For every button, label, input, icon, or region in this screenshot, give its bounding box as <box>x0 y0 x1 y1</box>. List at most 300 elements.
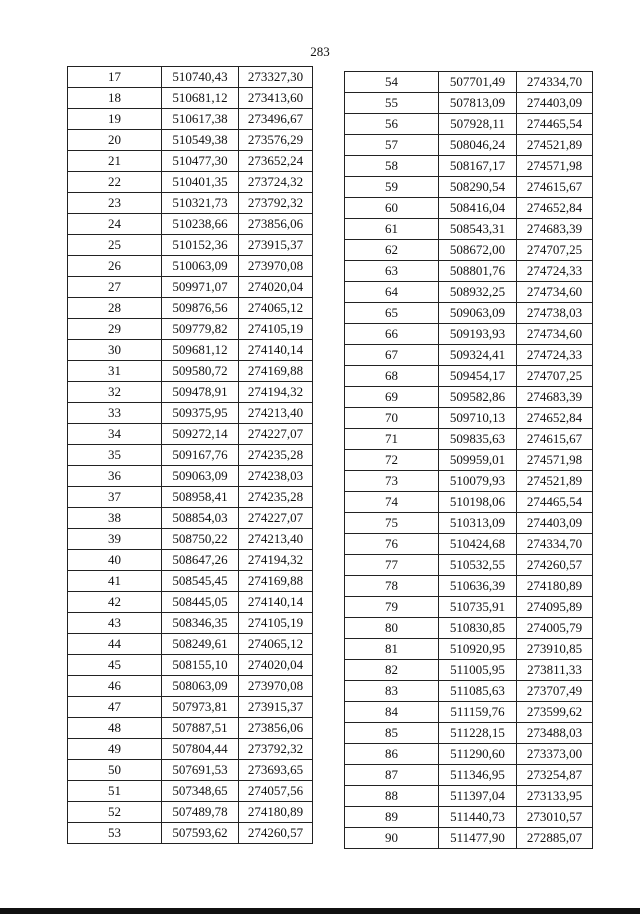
y-coordinate-cell: 274065,12 <box>239 298 313 319</box>
table-row <box>345 240 593 261</box>
point-number-cell: 37 <box>68 487 162 508</box>
x-coordinate-cell: 510681,12 <box>162 88 239 109</box>
y-coordinate-cell: 273693,65 <box>239 760 313 781</box>
x-coordinate-cell: 510920,95 <box>439 639 517 660</box>
table-row <box>345 450 593 471</box>
y-coordinate-cell: 274020,04 <box>239 277 313 298</box>
y-coordinate-cell: 274465,54 <box>517 492 593 513</box>
y-coordinate-cell: 273910,85 <box>517 639 593 660</box>
table-row <box>68 130 313 151</box>
point-number-cell: 59 <box>345 177 439 198</box>
y-coordinate-cell: 274020,04 <box>239 655 313 676</box>
table-row <box>345 72 593 93</box>
table-row <box>68 571 313 592</box>
point-number-cell: 89 <box>345 807 439 828</box>
point-number-cell: 86 <box>345 744 439 765</box>
point-number-cell: 39 <box>68 529 162 550</box>
point-number-cell: 42 <box>68 592 162 613</box>
y-coordinate-cell: 274057,56 <box>239 781 313 802</box>
point-number-cell: 72 <box>345 450 439 471</box>
point-number-cell: 60 <box>345 198 439 219</box>
x-coordinate-cell: 511005,95 <box>439 660 517 681</box>
table-row <box>68 802 313 823</box>
point-number-cell: 82 <box>345 660 439 681</box>
table-row <box>68 445 313 466</box>
point-number-cell: 44 <box>68 634 162 655</box>
table-row <box>345 261 593 282</box>
x-coordinate-cell: 509063,09 <box>439 303 517 324</box>
point-number-cell: 69 <box>345 387 439 408</box>
x-coordinate-cell: 507804,44 <box>162 739 239 760</box>
y-coordinate-cell: 274403,09 <box>517 513 593 534</box>
x-coordinate-cell: 510401,35 <box>162 172 239 193</box>
y-coordinate-cell: 273724,32 <box>239 172 313 193</box>
y-coordinate-cell: 274571,98 <box>517 450 593 471</box>
y-coordinate-cell: 274140,14 <box>239 592 313 613</box>
table-row <box>68 760 313 781</box>
y-coordinate-cell: 274652,84 <box>517 198 593 219</box>
table-row <box>345 513 593 534</box>
point-number-cell: 32 <box>68 382 162 403</box>
x-coordinate-cell: 508545,45 <box>162 571 239 592</box>
x-coordinate-cell: 510152,36 <box>162 235 239 256</box>
table-row <box>345 408 593 429</box>
x-coordinate-cell: 509582,86 <box>439 387 517 408</box>
x-coordinate-cell: 508046,24 <box>439 135 517 156</box>
x-coordinate-cell: 510549,38 <box>162 130 239 151</box>
x-coordinate-cell: 508543,31 <box>439 219 517 240</box>
point-number-cell: 45 <box>68 655 162 676</box>
y-coordinate-cell: 273856,06 <box>239 214 313 235</box>
y-coordinate-cell: 274707,25 <box>517 240 593 261</box>
table-row <box>68 172 313 193</box>
table-row <box>345 723 593 744</box>
y-coordinate-cell: 273599,62 <box>517 702 593 723</box>
point-number-cell: 73 <box>345 471 439 492</box>
y-coordinate-cell: 273707,49 <box>517 681 593 702</box>
x-coordinate-cell: 509779,82 <box>162 319 239 340</box>
table-row <box>345 219 593 240</box>
x-coordinate-cell: 509454,17 <box>439 366 517 387</box>
x-coordinate-cell: 507691,53 <box>162 760 239 781</box>
point-number-cell: 75 <box>345 513 439 534</box>
table-row <box>345 93 593 114</box>
point-number-cell: 52 <box>68 802 162 823</box>
point-number-cell: 77 <box>345 555 439 576</box>
y-coordinate-cell: 273327,30 <box>239 67 313 88</box>
point-number-cell: 26 <box>68 256 162 277</box>
point-number-cell: 20 <box>68 130 162 151</box>
table-row <box>68 235 313 256</box>
y-coordinate-cell: 274260,57 <box>517 555 593 576</box>
table-row <box>68 508 313 529</box>
x-coordinate-cell: 509167,76 <box>162 445 239 466</box>
x-coordinate-cell: 509063,09 <box>162 466 239 487</box>
y-coordinate-cell: 274140,14 <box>239 340 313 361</box>
y-coordinate-cell: 274683,39 <box>517 219 593 240</box>
point-number-cell: 49 <box>68 739 162 760</box>
y-coordinate-cell: 273413,60 <box>239 88 313 109</box>
table-row <box>68 739 313 760</box>
table-row <box>68 823 313 844</box>
table-row <box>68 88 313 109</box>
point-number-cell: 27 <box>68 277 162 298</box>
x-coordinate-cell: 511085,63 <box>439 681 517 702</box>
y-coordinate-cell: 273792,32 <box>239 193 313 214</box>
table-row <box>68 403 313 424</box>
point-number-cell: 85 <box>345 723 439 744</box>
x-coordinate-cell: 510238,66 <box>162 214 239 235</box>
point-number-cell: 79 <box>345 597 439 618</box>
y-coordinate-cell: 273970,08 <box>239 256 313 277</box>
x-coordinate-cell: 508167,17 <box>439 156 517 177</box>
point-number-cell: 33 <box>68 403 162 424</box>
y-coordinate-cell: 274724,33 <box>517 345 593 366</box>
y-coordinate-cell: 274652,84 <box>517 408 593 429</box>
x-coordinate-cell: 510740,43 <box>162 67 239 88</box>
x-coordinate-cell: 508063,09 <box>162 676 239 697</box>
point-number-cell: 50 <box>68 760 162 781</box>
x-coordinate-cell: 507887,51 <box>162 718 239 739</box>
y-coordinate-cell: 273373,00 <box>517 744 593 765</box>
table-row <box>68 319 313 340</box>
x-coordinate-cell: 510636,39 <box>439 576 517 597</box>
table-row <box>345 282 593 303</box>
point-number-cell: 34 <box>68 424 162 445</box>
table-row <box>345 639 593 660</box>
x-coordinate-cell: 509681,12 <box>162 340 239 361</box>
table-row <box>68 697 313 718</box>
y-coordinate-cell: 274334,70 <box>517 534 593 555</box>
table-row <box>68 655 313 676</box>
x-coordinate-cell: 508346,35 <box>162 613 239 634</box>
x-coordinate-cell: 510424,68 <box>439 534 517 555</box>
x-coordinate-cell: 511397,04 <box>439 786 517 807</box>
point-number-cell: 87 <box>345 765 439 786</box>
table-row <box>68 298 313 319</box>
table-row <box>345 555 593 576</box>
point-number-cell: 22 <box>68 172 162 193</box>
point-number-cell: 55 <box>345 93 439 114</box>
x-coordinate-cell: 511477,90 <box>439 828 517 849</box>
x-coordinate-cell: 508249,61 <box>162 634 239 655</box>
y-coordinate-cell: 273856,06 <box>239 718 313 739</box>
table-row <box>345 828 593 849</box>
x-coordinate-cell: 509324,41 <box>439 345 517 366</box>
y-coordinate-cell: 274169,88 <box>239 571 313 592</box>
x-coordinate-cell: 507489,78 <box>162 802 239 823</box>
coordinates-table-right <box>344 71 593 849</box>
table-row <box>68 424 313 445</box>
point-number-cell: 57 <box>345 135 439 156</box>
table-row <box>345 765 593 786</box>
table-row <box>68 151 313 172</box>
point-number-cell: 18 <box>68 88 162 109</box>
x-coordinate-cell: 510063,09 <box>162 256 239 277</box>
table-row <box>345 618 593 639</box>
point-number-cell: 58 <box>345 156 439 177</box>
table-row <box>345 471 593 492</box>
page-number: 283 <box>310 44 330 59</box>
x-coordinate-cell: 510079,93 <box>439 471 517 492</box>
x-coordinate-cell: 510532,55 <box>439 555 517 576</box>
table-row <box>345 660 593 681</box>
table-row <box>68 550 313 571</box>
coordinates-table-left <box>67 66 313 844</box>
y-coordinate-cell: 274521,89 <box>517 471 593 492</box>
x-coordinate-cell: 509971,07 <box>162 277 239 298</box>
y-coordinate-cell: 274615,67 <box>517 429 593 450</box>
point-number-cell: 19 <box>68 109 162 130</box>
table-row <box>345 366 593 387</box>
y-coordinate-cell: 274683,39 <box>517 387 593 408</box>
point-number-cell: 40 <box>68 550 162 571</box>
x-coordinate-cell: 508750,22 <box>162 529 239 550</box>
point-number-cell: 35 <box>68 445 162 466</box>
point-number-cell: 23 <box>68 193 162 214</box>
point-number-cell: 54 <box>345 72 439 93</box>
table-row <box>345 807 593 828</box>
y-coordinate-cell: 273010,57 <box>517 807 593 828</box>
table-row <box>68 718 313 739</box>
x-coordinate-cell: 510321,73 <box>162 193 239 214</box>
x-coordinate-cell: 510617,38 <box>162 109 239 130</box>
table-row <box>345 702 593 723</box>
point-number-cell: 30 <box>68 340 162 361</box>
table-row <box>68 613 313 634</box>
x-coordinate-cell: 509272,14 <box>162 424 239 445</box>
table-row <box>345 303 593 324</box>
x-coordinate-cell: 509478,91 <box>162 382 239 403</box>
x-coordinate-cell: 511159,76 <box>439 702 517 723</box>
point-number-cell: 83 <box>345 681 439 702</box>
point-number-cell: 31 <box>68 361 162 382</box>
table-row <box>345 576 593 597</box>
table-row <box>68 109 313 130</box>
point-number-cell: 28 <box>68 298 162 319</box>
x-coordinate-cell: 511440,73 <box>439 807 517 828</box>
y-coordinate-cell: 274169,88 <box>239 361 313 382</box>
point-number-cell: 25 <box>68 235 162 256</box>
x-coordinate-cell: 510313,09 <box>439 513 517 534</box>
y-coordinate-cell: 273652,24 <box>239 151 313 172</box>
table-row <box>345 387 593 408</box>
x-coordinate-cell: 507928,11 <box>439 114 517 135</box>
y-coordinate-cell: 274615,67 <box>517 177 593 198</box>
x-coordinate-cell: 508958,41 <box>162 487 239 508</box>
point-number-cell: 17 <box>68 67 162 88</box>
x-coordinate-cell: 508445,05 <box>162 592 239 613</box>
table-row <box>68 487 313 508</box>
scan-bottom-edge <box>0 908 640 914</box>
table-row <box>68 340 313 361</box>
x-coordinate-cell: 510477,30 <box>162 151 239 172</box>
point-number-cell: 63 <box>345 261 439 282</box>
y-coordinate-cell: 273576,29 <box>239 130 313 151</box>
table-row <box>68 382 313 403</box>
point-number-cell: 56 <box>345 114 439 135</box>
point-number-cell: 67 <box>345 345 439 366</box>
x-coordinate-cell: 508932,25 <box>439 282 517 303</box>
point-number-cell: 24 <box>68 214 162 235</box>
y-coordinate-cell: 274238,03 <box>239 466 313 487</box>
table-row <box>68 256 313 277</box>
y-coordinate-cell: 274213,40 <box>239 403 313 424</box>
x-coordinate-cell: 507701,49 <box>439 72 517 93</box>
point-number-cell: 61 <box>345 219 439 240</box>
table-row <box>345 786 593 807</box>
x-coordinate-cell: 511346,95 <box>439 765 517 786</box>
y-coordinate-cell: 274194,32 <box>239 550 313 571</box>
x-coordinate-cell: 509375,95 <box>162 403 239 424</box>
y-coordinate-cell: 274105,19 <box>239 613 313 634</box>
y-coordinate-cell: 274227,07 <box>239 424 313 445</box>
table-row <box>68 67 313 88</box>
y-coordinate-cell: 273133,95 <box>517 786 593 807</box>
y-coordinate-cell: 273254,87 <box>517 765 593 786</box>
y-coordinate-cell: 274707,25 <box>517 366 593 387</box>
table-row <box>345 135 593 156</box>
x-coordinate-cell: 507348,65 <box>162 781 239 802</box>
table-row <box>345 534 593 555</box>
y-coordinate-cell: 272885,07 <box>517 828 593 849</box>
point-number-cell: 66 <box>345 324 439 345</box>
table-row <box>68 781 313 802</box>
point-number-cell: 68 <box>345 366 439 387</box>
y-coordinate-cell: 274734,60 <box>517 324 593 345</box>
point-number-cell: 36 <box>68 466 162 487</box>
point-number-cell: 78 <box>345 576 439 597</box>
x-coordinate-cell: 510830,85 <box>439 618 517 639</box>
point-number-cell: 76 <box>345 534 439 555</box>
y-coordinate-cell: 274724,33 <box>517 261 593 282</box>
y-coordinate-cell: 274403,09 <box>517 93 593 114</box>
y-coordinate-cell: 273792,32 <box>239 739 313 760</box>
table-row <box>345 744 593 765</box>
point-number-cell: 70 <box>345 408 439 429</box>
point-number-cell: 84 <box>345 702 439 723</box>
y-coordinate-cell: 274738,03 <box>517 303 593 324</box>
table-row <box>345 114 593 135</box>
x-coordinate-cell: 507973,81 <box>162 697 239 718</box>
point-number-cell: 74 <box>345 492 439 513</box>
table-row <box>345 492 593 513</box>
point-number-cell: 46 <box>68 676 162 697</box>
x-coordinate-cell: 509710,13 <box>439 408 517 429</box>
y-coordinate-cell: 274180,89 <box>239 802 313 823</box>
x-coordinate-cell: 508801,76 <box>439 261 517 282</box>
point-number-cell: 41 <box>68 571 162 592</box>
x-coordinate-cell: 507813,09 <box>439 93 517 114</box>
y-coordinate-cell: 274180,89 <box>517 576 593 597</box>
point-number-cell: 81 <box>345 639 439 660</box>
table-row <box>68 592 313 613</box>
y-coordinate-cell: 274571,98 <box>517 156 593 177</box>
y-coordinate-cell: 273811,33 <box>517 660 593 681</box>
table-row <box>68 361 313 382</box>
table-row <box>68 277 313 298</box>
x-coordinate-cell: 507593,62 <box>162 823 239 844</box>
y-coordinate-cell: 274095,89 <box>517 597 593 618</box>
point-number-cell: 38 <box>68 508 162 529</box>
y-coordinate-cell: 273915,37 <box>239 235 313 256</box>
x-coordinate-cell: 510735,91 <box>439 597 517 618</box>
point-number-cell: 29 <box>68 319 162 340</box>
table-row <box>345 345 593 366</box>
y-coordinate-cell: 274465,54 <box>517 114 593 135</box>
y-coordinate-cell: 274260,57 <box>239 823 313 844</box>
point-number-cell: 65 <box>345 303 439 324</box>
y-coordinate-cell: 273915,37 <box>239 697 313 718</box>
x-coordinate-cell: 511228,15 <box>439 723 517 744</box>
x-coordinate-cell: 508416,04 <box>439 198 517 219</box>
point-number-cell: 88 <box>345 786 439 807</box>
point-number-cell: 53 <box>68 823 162 844</box>
table-row <box>68 676 313 697</box>
x-coordinate-cell: 509835,63 <box>439 429 517 450</box>
x-coordinate-cell: 509959,01 <box>439 450 517 471</box>
y-coordinate-cell: 274235,28 <box>239 445 313 466</box>
table-row <box>345 681 593 702</box>
point-number-cell: 62 <box>345 240 439 261</box>
point-number-cell: 51 <box>68 781 162 802</box>
table-row <box>68 214 313 235</box>
point-number-cell: 48 <box>68 718 162 739</box>
y-coordinate-cell: 273496,67 <box>239 109 313 130</box>
y-coordinate-cell: 274005,79 <box>517 618 593 639</box>
x-coordinate-cell: 509193,93 <box>439 324 517 345</box>
table-row <box>345 324 593 345</box>
x-coordinate-cell: 508155,10 <box>162 655 239 676</box>
point-number-cell: 47 <box>68 697 162 718</box>
x-coordinate-cell: 508672,00 <box>439 240 517 261</box>
y-coordinate-cell: 274213,40 <box>239 529 313 550</box>
table-row <box>68 193 313 214</box>
point-number-cell: 90 <box>345 828 439 849</box>
y-coordinate-cell: 274734,60 <box>517 282 593 303</box>
y-coordinate-cell: 273488,03 <box>517 723 593 744</box>
x-coordinate-cell: 509580,72 <box>162 361 239 382</box>
table-row <box>345 156 593 177</box>
y-coordinate-cell: 274065,12 <box>239 634 313 655</box>
table-row <box>345 429 593 450</box>
x-coordinate-cell: 511290,60 <box>439 744 517 765</box>
table-row <box>345 177 593 198</box>
x-coordinate-cell: 508647,26 <box>162 550 239 571</box>
table-row <box>68 529 313 550</box>
y-coordinate-cell: 273970,08 <box>239 676 313 697</box>
x-coordinate-cell: 509876,56 <box>162 298 239 319</box>
point-number-cell: 21 <box>68 151 162 172</box>
table-row <box>68 466 313 487</box>
table-row <box>345 597 593 618</box>
y-coordinate-cell: 274105,19 <box>239 319 313 340</box>
x-coordinate-cell: 510198,06 <box>439 492 517 513</box>
y-coordinate-cell: 274227,07 <box>239 508 313 529</box>
point-number-cell: 80 <box>345 618 439 639</box>
point-number-cell: 71 <box>345 429 439 450</box>
y-coordinate-cell: 274521,89 <box>517 135 593 156</box>
y-coordinate-cell: 274235,28 <box>239 487 313 508</box>
table-row <box>345 198 593 219</box>
point-number-cell: 64 <box>345 282 439 303</box>
point-number-cell: 43 <box>68 613 162 634</box>
table-row <box>68 634 313 655</box>
y-coordinate-cell: 274334,70 <box>517 72 593 93</box>
x-coordinate-cell: 508854,03 <box>162 508 239 529</box>
x-coordinate-cell: 508290,54 <box>439 177 517 198</box>
y-coordinate-cell: 274194,32 <box>239 382 313 403</box>
